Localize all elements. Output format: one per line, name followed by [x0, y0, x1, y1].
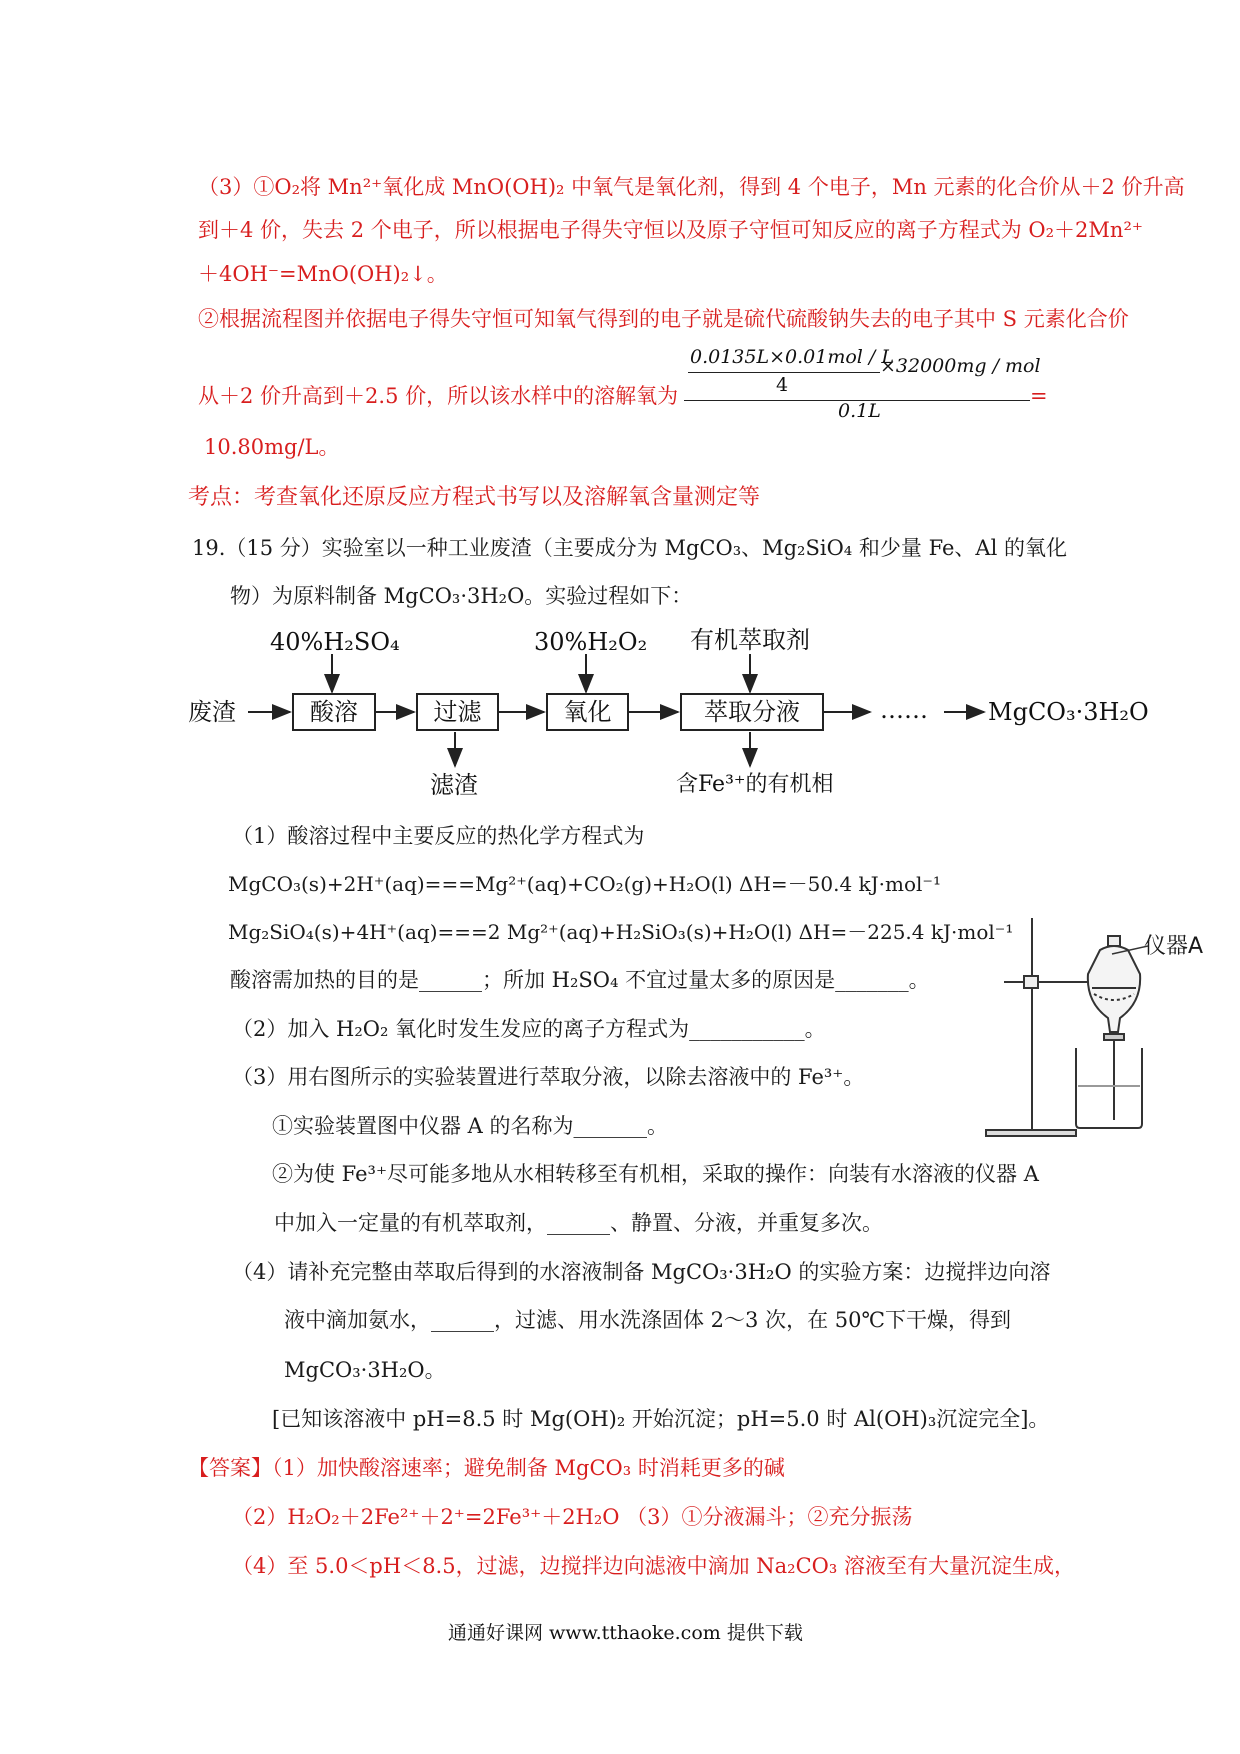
flow-step-filter: 过滤	[416, 693, 499, 731]
footer-credit: 通通好课网 www.tthaoke.com 提供下载	[448, 1622, 803, 1644]
question-line-2: 物）为原料制备 MgCO₃·3H₂O。实验过程如下：	[230, 584, 693, 608]
fraction-equals: =	[1030, 384, 1048, 408]
part-3b-line-1: ②为使 Fe³⁺尽可能多地从水相转移至有机相，采取的操作：向装有水溶液的仪器 A	[272, 1162, 1039, 1186]
fraction-four: 4	[776, 374, 789, 396]
part-4-line-3: MgCO₃·3H₂O。	[284, 1358, 446, 1382]
explanation-line-6: 10.80mg/L。	[204, 435, 340, 459]
part-4-note: [已知该溶液中 pH=8.5 时 Mg(OH)₂ 开始沉淀；pH=5.0 时 Al(OH)₃沉淀完全]。	[272, 1407, 1050, 1431]
explanation-line-1: （3）①O₂将 Mn²⁺氧化成 MnO(OH)₂ 中氧气是氧化剂，得到 4 个电子，Mn 元素的化合价从＋2 价升高	[198, 175, 1185, 199]
answer-line-1	[188, 1454, 785, 1482]
flow-reagent-h2so4: 40%H₂SO₄	[270, 628, 400, 656]
flow-step-extract: 萃取分液	[680, 693, 824, 731]
equation-2: Mg₂SiO₄(s)+4H⁺(aq)===2 Mg²⁺(aq)+H₂SiO₃(s)+H₂O(l) ΔH=－225.4 kJ·mol⁻¹	[228, 920, 1014, 944]
flow-dots: ……	[880, 696, 928, 724]
answer-tag: 【答案】	[188, 1456, 272, 1480]
fraction-multiplier: ×32000mg / mol	[880, 355, 1041, 377]
explanation-line-5: 从＋2 价升高到＋2.5 价，所以该水样中的溶解氧为	[198, 384, 679, 408]
part-2: （2）加入 H₂O₂ 氧化时发生发应的离子方程式为___________。	[232, 1017, 826, 1041]
answer-1: （1）加快酸溶速率；避免制备 MgCO₃ 时消耗更多的碱	[272, 1456, 785, 1480]
flow-step-oxidize: 氧化	[546, 693, 629, 731]
flow-byproduct-residue: 滤渣	[430, 771, 478, 799]
part-3b-line-2: 中加入一定量的有机萃取剂，______、静置、分液，并重复多次。	[274, 1211, 883, 1235]
apparatus-label: 仪器A	[1144, 934, 1204, 959]
kaodian: 考点：考查氧化还原反应方程式书写以及溶解氧含量测定等	[188, 485, 761, 510]
explanation-line-4: ②根据流程图并依据电子得失守恒可知氧气得到的电子就是硫代硫酸钠失去的电子其中 S 元素化合价	[198, 307, 1129, 331]
answer-2: （2）H₂O₂＋2Fe²⁺＋2⁺=2Fe³⁺＋2H₂O （3）①分液漏斗；②充分振荡	[232, 1505, 913, 1529]
flow-byproduct-organic: 含Fe³⁺的有机相	[676, 772, 834, 797]
part-4-line-1: （4）请补充完整由萃取后得到的水溶液制备 MgCO₃·3H₂O 的实验方案：边搅拌边向溶	[232, 1260, 1051, 1284]
part-1: （1）酸溶过程中主要反应的热化学方程式为	[232, 824, 645, 848]
flow-product: MgCO₃·3H₂O	[988, 698, 1149, 726]
part-3: （3）用右图所示的实验装置进行萃取分液，以除去溶液中的 Fe³⁺。	[232, 1065, 865, 1089]
part-4-line-2: 液中滴加氨水，______，过滤、用水洗涤固体 2～3 次，在 50℃下干燥，得到	[284, 1308, 1011, 1332]
question-line-1: 19.（15 分）实验室以一种工业废渣（主要成分为 MgCO₃、Mg₂SiO₄ 和少量 Fe、Al 的氧化	[192, 536, 1067, 560]
part-3a: ①实验装置图中仪器 A 的名称为_______。	[272, 1114, 669, 1138]
flow-start: 废渣	[188, 698, 236, 726]
part-1b: 酸溶需加热的目的是______；所加 H₂SO₄ 不宜过量太多的原因是_______。	[230, 968, 930, 992]
explanation-line-2: 到＋4 价，失去 2 个电子，所以根据电子得失守恒以及原子守恒可知反应的离子方程式为 O₂＋2Mn²⁺	[198, 218, 1143, 242]
flow-step-acid-dissolve: 酸溶	[292, 693, 376, 731]
flow-reagent-h2o2: 30%H₂O₂	[534, 628, 648, 656]
explanation-line-3: ＋4OH⁻=MnO(OH)₂↓。	[198, 262, 448, 286]
answer-4: （4）至 5.0＜pH＜8.5，过滤，边搅拌边向滤液中滴加 Na₂CO₃ 溶液至有大量沉淀生成，	[232, 1554, 1075, 1578]
flow-reagent-extractant: 有机萃取剂	[690, 626, 810, 654]
apparatus-label-pointer	[1110, 944, 1150, 956]
fraction-numerator: 0.0135L×0.01mol / L	[690, 346, 894, 368]
fraction-denominator: 0.1L	[838, 400, 881, 422]
equation-1: MgCO₃(s)+2H⁺(aq)===Mg²⁺(aq)+CO₂(g)+H₂O(l) ΔH=－50.4 kJ·mol⁻¹	[228, 872, 941, 896]
